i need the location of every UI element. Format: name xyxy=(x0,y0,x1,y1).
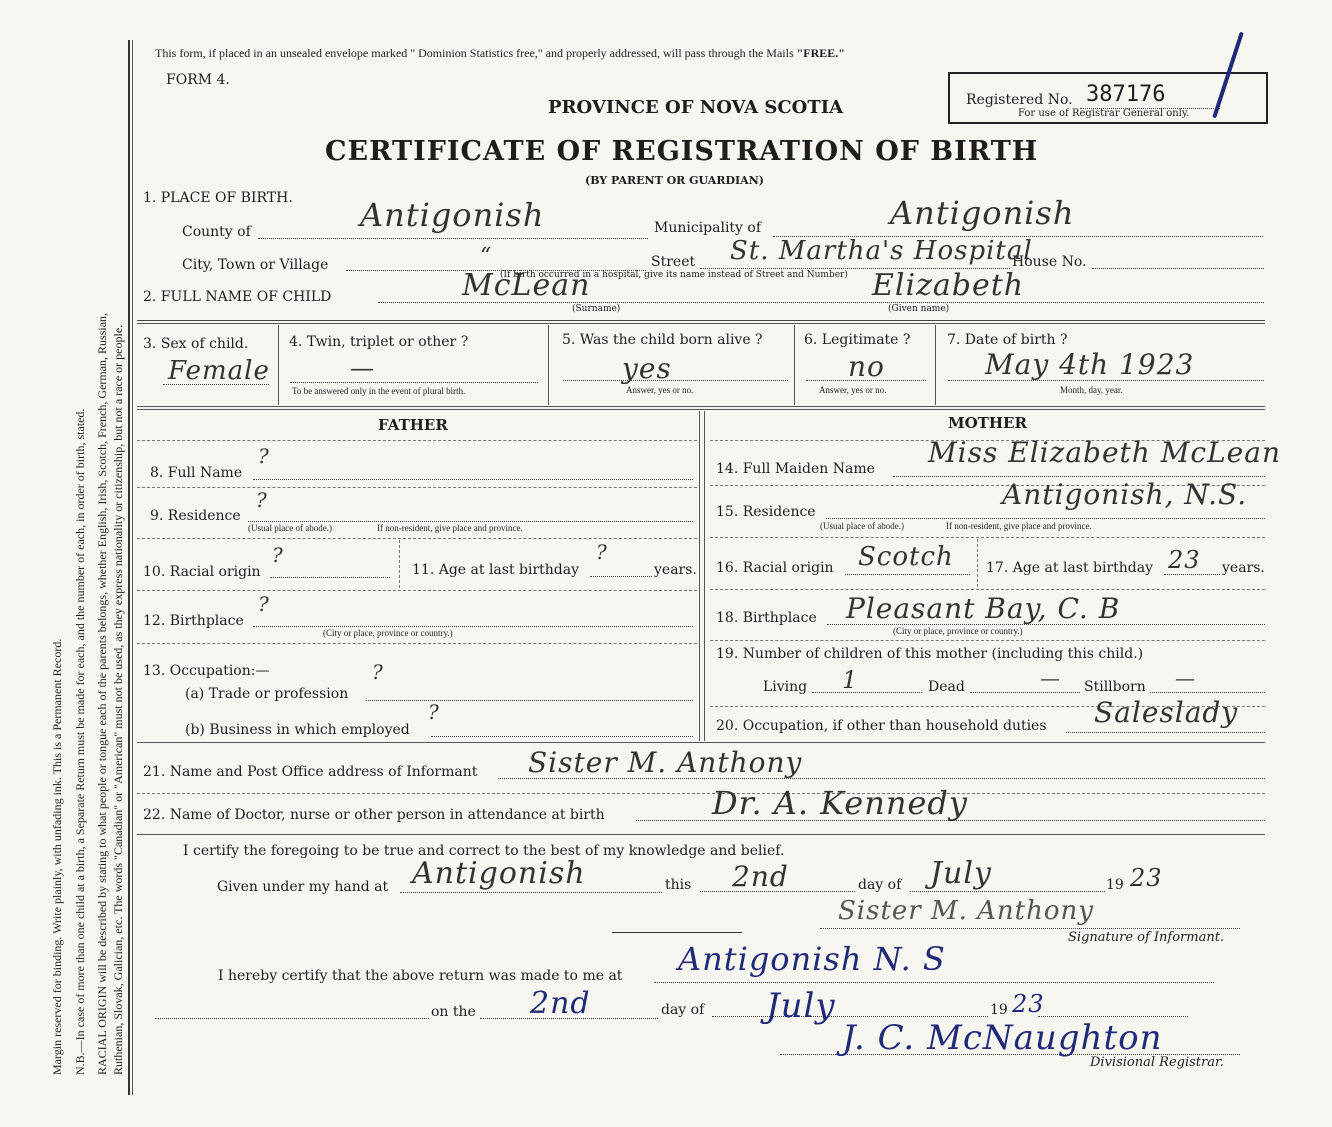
registrar-signature-caption: Divisional Registrar. xyxy=(1090,1055,1224,1070)
father-trade-label: (a) Trade or profession xyxy=(185,686,349,702)
child-given-value: Elizabeth xyxy=(872,268,1025,303)
margin-note-multiple-births: N.B.—In case of more than one child at a birth, a Separate Return must be made for each, and the number of each, in order of birth, stated. xyxy=(73,408,87,1075)
mother-residence-value: Antigonish, N.S. xyxy=(1002,478,1248,511)
mother-age-value: 23 xyxy=(1168,546,1201,574)
form-number: FORM 4. xyxy=(166,72,230,88)
registrar-year-prefix: 19 xyxy=(990,1002,1008,1018)
house-no-label: House No. xyxy=(1012,254,1087,270)
county-label: County of xyxy=(182,224,251,240)
father-birthplace-caption: (City or place, province or country.) xyxy=(323,628,453,638)
mother-age-label: 17. Age at last birthday xyxy=(986,560,1154,576)
registrar-day-of-label: day of xyxy=(661,1002,705,1018)
informant-label: 21. Name and Post Office address of Informant xyxy=(143,764,478,780)
mother-heading: MOTHER xyxy=(948,414,1027,432)
father-name-label: 8. Full Name xyxy=(150,465,243,481)
doctor-value: Dr. A. Kennedy xyxy=(712,784,968,822)
row-divider xyxy=(137,320,1265,321)
father-name-value: ? xyxy=(258,444,270,468)
father-age-label: 11. Age at last birthday xyxy=(412,562,580,578)
registered-label: Registered No. xyxy=(966,92,1073,108)
street-value: St. Martha's Hospital xyxy=(730,236,1033,266)
margin-note-binding: Margin reserved for binding. Write plainly, with unfading ink. This is a Permanent Record. xyxy=(50,638,64,1075)
registrar-month-value: July xyxy=(766,986,836,1026)
surname-caption: (Surname) xyxy=(572,304,621,314)
father-residence-caption-a: (Usual place of abode.) xyxy=(248,523,332,533)
dob-caption: Month, day, year. xyxy=(1060,385,1123,395)
county-value: Antigonish xyxy=(360,196,545,234)
registrar-day-value: 2nd xyxy=(530,986,591,1021)
city-value: “ xyxy=(480,244,493,269)
cert-day-of-label: day of xyxy=(858,877,902,893)
father-racial-label: 10. Racial origin xyxy=(143,564,261,580)
father-residence-label: 9. Residence xyxy=(150,508,241,524)
mother-residence-caption-b: If non-resident, give place and province. xyxy=(946,521,1092,531)
page-subtitle: (BY PARENT OR GUARDIAN) xyxy=(585,174,764,187)
this-label: this xyxy=(665,877,692,893)
informant-value: Sister M. Anthony xyxy=(528,746,803,779)
mother-children-label: 19. Number of children of this mother (including this child.) xyxy=(716,646,1144,662)
father-age-unit: years. xyxy=(654,562,697,578)
dob-label: 7. Date of birth ? xyxy=(947,332,1068,348)
municipality-value: Antigonish xyxy=(890,194,1075,232)
registrar-year-value: 23 xyxy=(1012,990,1045,1018)
registered-number: 387176 xyxy=(1086,82,1166,107)
child-name-label: 2. FULL NAME OF CHILD xyxy=(143,289,332,305)
place-heading: 1. PLACE OF BIRTH. xyxy=(143,190,293,206)
father-residence-value: ? xyxy=(256,488,268,512)
certification-statement: I certify the foregoing to be true and correct to the best of my knowledge and belief. xyxy=(183,843,785,859)
registrar-statement: I hereby certify that the above return was made to me at xyxy=(218,968,623,984)
cert-month-value: July xyxy=(930,856,992,891)
father-occupation-value: ? xyxy=(372,660,384,684)
mother-racial-value: Scotch xyxy=(858,542,954,572)
doctor-label: 22. Name of Doctor, nurse or other person in attendance at birth xyxy=(143,807,605,823)
mail-note-text: This form, if placed in an unsealed envelope marked " Dominion Statistics free," and properly addressed, will pass through the Mails xyxy=(155,46,797,60)
city-label: City, Town or Village xyxy=(182,257,329,273)
dead-label: Dead xyxy=(928,679,965,695)
stillborn-value: — xyxy=(1175,666,1196,690)
mail-note xyxy=(155,46,845,61)
alive-caption: Answer, yes or no. xyxy=(626,385,694,395)
municipality-label: Municipality of xyxy=(654,220,762,236)
father-residence-caption-b: If non-resident, give place and province. xyxy=(377,523,523,533)
twin-caption: To be answered only in the event of plural birth. xyxy=(292,386,466,396)
father-business-label: (b) Business in which employed xyxy=(185,722,410,738)
mother-racial-label: 16. Racial origin xyxy=(716,560,834,576)
living-label: Living xyxy=(763,679,808,695)
cert-year-value: 23 xyxy=(1130,864,1163,892)
child-surname-value: McLean xyxy=(462,268,591,303)
mother-maiden-value: Miss Elizabeth McLean xyxy=(928,436,1281,469)
on-the-label: on the xyxy=(431,1004,476,1020)
alive-value: yes xyxy=(622,352,672,385)
sex-value: Female xyxy=(168,356,270,386)
registrar-use-note: For use of Registrar General only. xyxy=(1018,108,1190,119)
father-birthplace-value: ? xyxy=(258,592,270,616)
given-place-value: Antigonish xyxy=(412,856,586,891)
registrar-signature: J. C. McNaughton xyxy=(842,1018,1163,1058)
page-title: CERTIFICATE OF REGISTRATION OF BIRTH xyxy=(325,136,1039,167)
hospital-note: (If birth occurred in a hospital, give its name instead of Street and Number) xyxy=(500,270,848,280)
father-occupation-label: 13. Occupation:— xyxy=(143,663,270,679)
informant-signature-caption: Signature of Informant. xyxy=(1068,930,1225,945)
informant-signature: Sister M. Anthony xyxy=(838,896,1094,926)
twin-value: — xyxy=(350,354,375,382)
father-age-value: ? xyxy=(596,540,608,564)
mother-residence-caption-a: (Usual place of abode.) xyxy=(820,521,904,531)
alive-label: 5. Was the child born alive ? xyxy=(562,332,763,348)
mother-occupation-value: Saleslady xyxy=(1094,696,1239,729)
cert-day-value: 2nd xyxy=(732,860,789,893)
legitimate-value: no xyxy=(848,350,885,383)
mother-occupation-label: 20. Occupation, if other than household duties xyxy=(716,718,1047,734)
stillborn-label: Stillborn xyxy=(1084,679,1146,695)
mother-birthplace-caption: (City or place, province or country.) xyxy=(893,626,1023,636)
registrar-place-value: Antigonish N. S xyxy=(678,940,946,978)
given-under-label: Given under my hand at xyxy=(217,879,389,895)
mother-maiden-label: 14. Full Maiden Name xyxy=(716,461,875,477)
sex-label: 3. Sex of child. xyxy=(143,336,249,352)
mail-note-free: "FREE." xyxy=(796,46,845,60)
father-business-value: ? xyxy=(428,700,440,724)
father-birthplace-label: 12. Birthplace xyxy=(143,613,244,629)
street-label: Street xyxy=(651,254,696,270)
legitimate-label: 6. Legitimate ? xyxy=(804,332,911,348)
cert-year-prefix: 19 xyxy=(1106,877,1124,893)
margin-notes xyxy=(0,0,130,1127)
margin-note-racial-origin-2: Ruthenian, Slovak, Galician, etc. The words "Canadian" or "American" must not be used, as they express nationality or citizenship, but not a race or people. xyxy=(111,324,125,1075)
father-heading: FATHER xyxy=(378,416,448,434)
twin-label: 4. Twin, triplet or other ? xyxy=(289,334,469,350)
margin-note-racial-origin-1: RACIAL ORIGIN will be described by stating to what people or tongue each of the parents belongs, whether English, Irish, Scotch, French, German, Russian, xyxy=(95,312,109,1075)
dob-value: May 4th 1923 xyxy=(985,348,1195,381)
dead-value: — xyxy=(1040,666,1061,690)
mother-birthplace-label: 18. Birthplace xyxy=(716,610,817,626)
given-name-caption: (Given name) xyxy=(888,304,950,314)
living-value: 1 xyxy=(842,666,859,694)
father-racial-value: ? xyxy=(272,543,284,567)
mother-age-unit: years. xyxy=(1222,560,1265,576)
margin-rule xyxy=(128,40,130,1095)
legitimate-caption: Answer, yes or no. xyxy=(819,385,887,395)
mother-birthplace-value: Pleasant Bay, C. B xyxy=(846,592,1121,625)
mother-residence-label: 15. Residence xyxy=(716,504,816,520)
margin-rule-inner xyxy=(132,40,133,1095)
province-heading: PROVINCE OF NOVA SCOTIA xyxy=(548,97,844,118)
